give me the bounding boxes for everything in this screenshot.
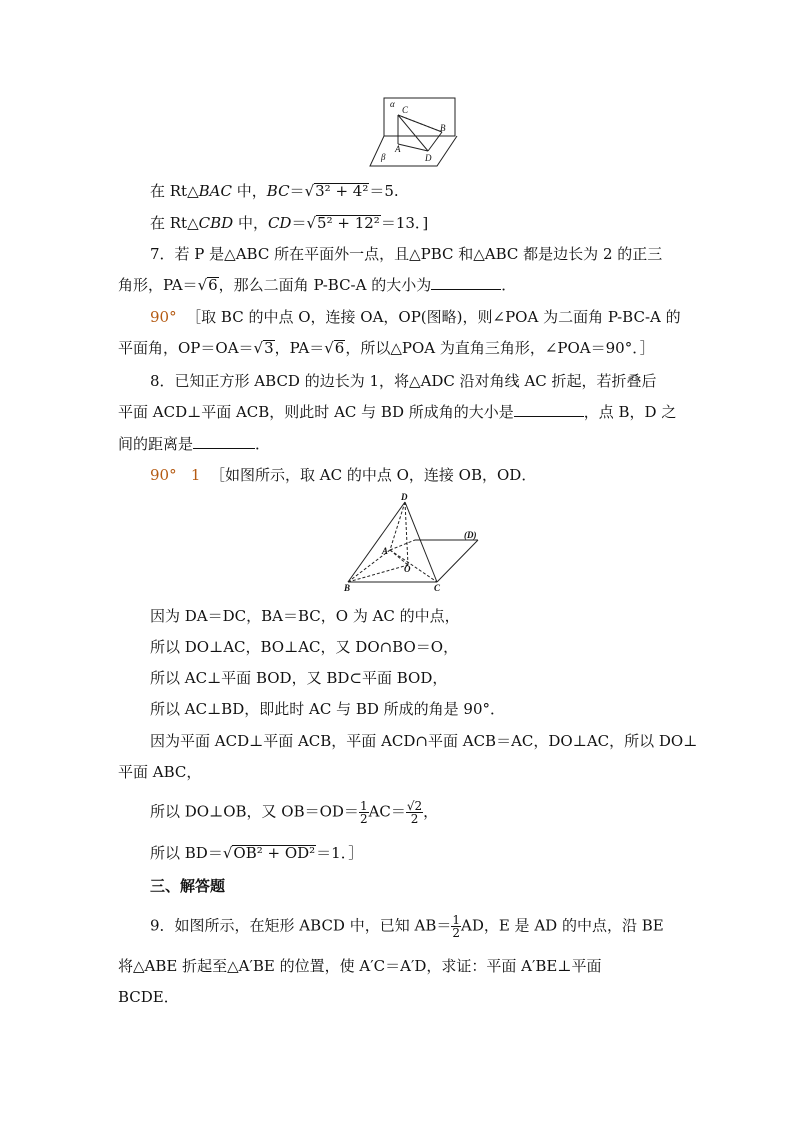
q9-line3: BCDE．: [118, 988, 179, 1006]
label-C: C: [402, 105, 409, 115]
q7-answer: 90°: [150, 308, 177, 326]
q7-solution-line2: 平面角，OP＝OA＝√3，PA＝√6，所以△POA 为直角三角形，∠POA＝90°．］: [118, 339, 655, 357]
figure-planes-alpha-beta: [362, 96, 462, 174]
q7-answer-blank: [431, 275, 501, 290]
q8-step-8: 所以 BD＝√OB² + OD²＝1．］: [150, 844, 364, 862]
fraction-half: $\frac{1}{2}$: [452, 913, 460, 940]
q8-answer-blank-1: [514, 402, 584, 417]
q7-solution-line1: 90° ［取 BC 的中点 O，连接 OA，OP(图略)，则∠POA 为二面角 P-BC-A 的: [150, 308, 681, 326]
q8-line2: 平面 ACD⊥平面 ACB，则此时 AC 与 BD 所成角的大小是 ，点 B，D 之: [118, 403, 677, 421]
q8-step-1: 因为 DA＝DC，BA＝BC，O 为 AC 的中点，: [150, 607, 460, 625]
label-A: A: [395, 144, 401, 154]
q7-line1: 7．若 P 是△ABC 所在平面外一点，且△PBC 和△ABC 都是边长为 2 的正三: [150, 245, 663, 263]
q8-line1: 8．已知正方形 ABCD 的边长为 1，将△ADC 沿对角线 AC 折起，若折叠后: [150, 372, 657, 390]
q8-answer-1: 90°: [150, 466, 177, 484]
label-alpha: α: [390, 99, 395, 109]
q9-line2: 将△ABE 折起至△A′BE 的位置，使 A′C＝A′D，求证：平面 A′BE⊥平面: [118, 957, 602, 975]
label-D: D: [401, 492, 408, 502]
q8-line3: 间的距离是 ．: [118, 435, 271, 453]
q8-solution-line1: 90° 1 ［如图所示，取 AC 的中点 O，连接 OB，OD．: [150, 466, 537, 484]
radicand-cd: 5² + 12²: [317, 214, 380, 232]
q8-step-3: 所以 AC⊥平面 BOD，又 BD⊂平面 BOD，: [150, 669, 448, 687]
q8-step-4: 所以 AC⊥BD，即此时 AC 与 BD 所成的角是 90°．: [150, 700, 506, 718]
section-heading: 三、解答题: [150, 877, 226, 895]
q9-line1: 9．如图所示，在矩形 ABCD 中，已知 AB＝ $\frac{1}{2}$ AD，E 是 AD 的中点，沿 BE: [150, 913, 664, 940]
label-D-prime: (D): [464, 530, 477, 540]
calc-bc: 在 Rt△BAC 中，BC＝√3² + 4²＝5.: [150, 182, 399, 200]
q8-step-7: 所以 DO⊥OB，又 OB＝OD＝ $\frac{1}{2}$ AC＝ $\frac{√2}{2}$ ，: [150, 799, 439, 826]
q8-answer-2: 1: [190, 466, 201, 484]
label-beta: β: [381, 152, 386, 162]
q8-answer-blank-2: [193, 434, 255, 449]
q8-step-2: 所以 DO⊥AC，BO⊥AC，又 DO∩BO＝O，: [150, 638, 459, 656]
label-B: B: [440, 123, 446, 133]
label-B: B: [344, 583, 351, 593]
q8-step-6: 平面 ABC，: [118, 763, 202, 781]
label-C: C: [434, 583, 441, 593]
q8-step-5: 因为平面 ACD⊥平面 ACB，平面 ACD∩平面 ACB＝AC，DO⊥AC，所以 DO⊥: [150, 732, 698, 750]
label-D: D: [425, 153, 432, 163]
label-O: O: [404, 564, 411, 574]
q7-line2: 角形，PA＝√6，那么二面角 P-BC-A 的大小为 ．: [118, 276, 517, 294]
fraction-root2-over-2: $\frac{√2}{2}$: [406, 799, 423, 826]
fraction-half: $\frac{1}{2}$: [359, 799, 368, 826]
calc-cd: 在 Rt△CBD 中，CD＝√5² + 12²＝13．]: [150, 214, 429, 232]
label-A: A: [382, 546, 389, 556]
figure-folded-square: [340, 490, 485, 595]
radicand-bc: 3² + 4²: [315, 182, 369, 200]
